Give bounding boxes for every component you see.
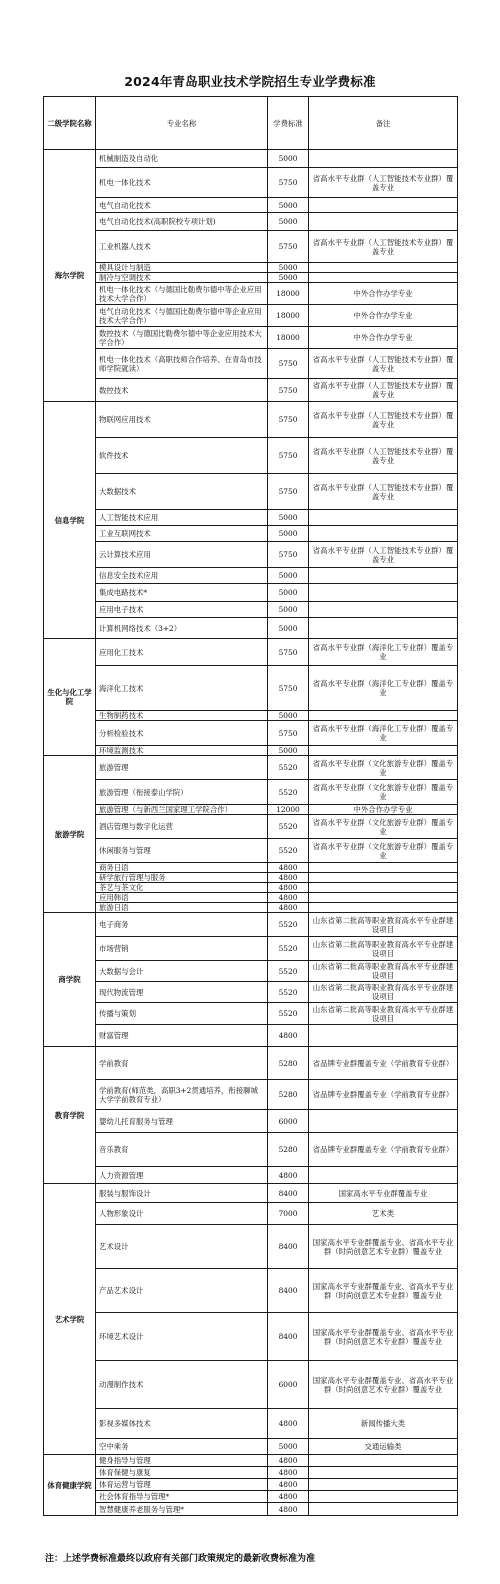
major-cell: 社会体育指导与管理*	[96, 1491, 268, 1503]
fee-cell: 6000	[268, 1361, 309, 1409]
major-cell: 机电一体化技术（高职技师合作培养、在青岛市技师学院就读）	[96, 349, 268, 379]
table-row	[44, 379, 458, 402]
college-name-cell: 信息学院	[44, 402, 96, 639]
note-cell	[309, 893, 458, 903]
major-cell: 音乐教育	[96, 1133, 268, 1167]
table-row	[44, 746, 458, 756]
note-cell	[309, 584, 458, 602]
note-cell	[309, 1167, 458, 1184]
major-cell: 服装与服饰设计	[96, 1184, 268, 1203]
major-cell: 机械制造及自动化	[96, 150, 268, 168]
major-cell: 制冷与空调技术	[96, 273, 268, 283]
note-cell: 中外合作办学专业	[309, 327, 458, 349]
table-row	[44, 602, 458, 618]
major-cell: 海洋化工技术	[96, 666, 268, 711]
fee-cell: 5280	[268, 1133, 309, 1167]
major-cell: 人力资源管理	[96, 1167, 268, 1184]
note-cell: 省高水平专业群（文化旅游专业群）覆盖专业	[309, 839, 458, 863]
table-row	[44, 756, 458, 780]
major-cell: 物联网应用技术	[96, 402, 268, 438]
major-cell: 体育运营与管理	[96, 1479, 268, 1491]
note-cell: 省高水平专业群（海洋化工专业群）覆盖专业	[309, 639, 458, 666]
table-row	[44, 805, 458, 815]
note-cell: 国家高水平专业群覆盖专业	[309, 1184, 458, 1203]
note-cell: 中外合作办学专业	[309, 305, 458, 327]
fee-cell: 18000	[268, 327, 309, 349]
table-row	[44, 903, 458, 913]
table-row	[44, 168, 458, 198]
fee-cell: 5000	[268, 263, 309, 273]
table-row	[44, 639, 458, 666]
table-row	[44, 815, 458, 839]
major-cell: 影视多媒体技术	[96, 1409, 268, 1439]
note-cell: 国家高水平专业群覆盖专业、省高水平专业群（时尚创意艺术专业群）覆盖专业	[309, 1313, 458, 1361]
major-cell: 软件技术	[96, 438, 268, 474]
major-cell: 研学旅行管理与服务	[96, 873, 268, 883]
major-cell: 旅游管理	[96, 756, 268, 780]
major-cell: 产品艺术设计	[96, 1269, 268, 1313]
note-cell	[309, 150, 458, 168]
table-row	[44, 510, 458, 526]
fee-cell: 5520	[268, 756, 309, 780]
fee-cell: 5520	[268, 937, 309, 961]
header-college: 二级学院名称	[44, 97, 96, 150]
note-cell: 省高水平专业群（人工智能技术专业群）覆盖专业	[309, 402, 458, 438]
note-cell	[309, 263, 458, 273]
note-cell	[309, 1467, 458, 1479]
table-row	[44, 150, 458, 168]
table-row	[44, 883, 458, 893]
major-cell: 体育保健与康复	[96, 1467, 268, 1479]
fee-cell: 5000	[268, 1439, 309, 1455]
major-cell: 生物制药技术	[96, 711, 268, 721]
note-cell	[309, 863, 458, 873]
major-cell: 旅游管理（衔接泰山学院）	[96, 780, 268, 805]
fee-cell: 5750	[268, 168, 309, 198]
major-cell: 酒店管理与数字化运营	[96, 815, 268, 839]
fee-cell: 7000	[268, 1203, 309, 1225]
note-cell	[309, 711, 458, 721]
note-cell	[309, 526, 458, 542]
table-row	[44, 198, 458, 213]
table-row	[44, 1439, 458, 1455]
major-cell: 应用化工技术	[96, 639, 268, 666]
fee-cell: 5000	[268, 618, 309, 639]
fee-cell: 5520	[268, 961, 309, 982]
table-row	[44, 1080, 458, 1110]
major-cell: 环境监测技术	[96, 746, 268, 756]
note-cell	[309, 903, 458, 913]
table-row	[44, 542, 458, 568]
table-row	[44, 1025, 458, 1047]
table-row	[44, 1361, 458, 1409]
table-row	[44, 283, 458, 305]
major-cell: 工业机器人技术	[96, 231, 268, 263]
note-cell: 省高水平专业群（人工智能技术专业群）覆盖专业	[309, 438, 458, 474]
table-row	[44, 1491, 458, 1503]
major-cell: 信息安全技术应用	[96, 568, 268, 584]
major-cell: 艺术设计	[96, 1225, 268, 1269]
table-header-row	[44, 97, 458, 150]
header-fee: 学费标准	[268, 97, 309, 150]
note-cell: 新闻传播大类	[309, 1409, 458, 1439]
note-cell: 省高水平专业群（人工智能技术专业群）覆盖专业	[309, 168, 458, 198]
table-row	[44, 263, 458, 273]
table-row	[44, 438, 458, 474]
fee-cell: 5750	[268, 542, 309, 568]
major-cell: 模具设计与制造	[96, 263, 268, 273]
fee-cell: 4800	[268, 863, 309, 873]
major-cell: 电气自动化技术(高职院校专项计划)	[96, 213, 268, 231]
note-cell	[309, 213, 458, 231]
table-row	[44, 305, 458, 327]
table-row	[44, 1503, 458, 1516]
college-name-cell: 艺术学院	[44, 1184, 96, 1455]
table-row	[44, 893, 458, 903]
fee-cell: 5000	[268, 150, 309, 168]
note-cell: 省高水平专业群（海洋化工专业群）覆盖专业	[309, 666, 458, 711]
table-row	[44, 666, 458, 711]
note-cell: 省高水平专业群（文化旅游专业群）覆盖专业	[309, 780, 458, 805]
note-cell	[309, 510, 458, 526]
table-row	[44, 711, 458, 721]
note-cell	[309, 198, 458, 213]
table-row	[44, 780, 458, 805]
major-cell: 环境艺术设计	[96, 1313, 268, 1361]
fee-cell: 4800	[268, 1503, 309, 1516]
major-cell: 云计算技术应用	[96, 542, 268, 568]
note-cell: 省高水平专业群（人工智能技术专业群）覆盖专业	[309, 379, 458, 402]
fee-cell: 18000	[268, 283, 309, 305]
fee-cell: 4800	[268, 1491, 309, 1503]
table-row	[44, 982, 458, 1003]
major-cell: 集成电路技术*	[96, 584, 268, 602]
college-name-cell: 生化与化工学院	[44, 639, 96, 756]
document-title: 2024年青岛职业技术学院招生专业学费标准	[124, 74, 376, 89]
table-row	[44, 1047, 458, 1080]
fee-cell: 5000	[268, 526, 309, 542]
fee-cell: 5750	[268, 438, 309, 474]
major-cell: 数控技术	[96, 379, 268, 402]
college-name-cell: 商学院	[44, 913, 96, 1047]
major-cell: 电气自动化技术	[96, 198, 268, 213]
table-row	[44, 839, 458, 863]
note-cell: 省高水平专业群（人工智能技术专业群）覆盖专业	[309, 542, 458, 568]
table-row	[44, 1203, 458, 1225]
fee-cell: 4800	[268, 1467, 309, 1479]
fee-cell: 4800	[268, 873, 309, 883]
table-row	[44, 937, 458, 961]
table-row	[44, 1455, 458, 1467]
major-cell: 茶艺与茶文化	[96, 883, 268, 893]
note-cell: 中外合作办学专业	[309, 283, 458, 305]
note-cell: 山东省第二批高等职业教育高水平专业群建设项目	[309, 1003, 458, 1025]
table-row	[44, 873, 458, 883]
fee-cell: 5520	[268, 1003, 309, 1025]
fee-cell: 12000	[268, 805, 309, 815]
note-cell	[309, 746, 458, 756]
table-row	[44, 1467, 458, 1479]
major-cell: 市场营销	[96, 937, 268, 961]
header-note: 备注	[309, 97, 458, 150]
fee-cell: 5000	[268, 602, 309, 618]
major-cell: 商务日语	[96, 863, 268, 873]
college-name-cell: 旅游学院	[44, 756, 96, 913]
note-cell	[309, 1479, 458, 1491]
fee-cell: 5000	[268, 568, 309, 584]
table-row	[44, 402, 458, 438]
note-cell: 省品牌专业群覆盖专业（学前教育专业群）	[309, 1133, 458, 1167]
fee-cell: 5000	[268, 273, 309, 283]
note-cell	[309, 273, 458, 283]
major-cell: 健身指导与管理	[96, 1455, 268, 1467]
major-cell: 智慧健康养老服务与管理*	[96, 1503, 268, 1516]
major-cell: 旅游日语	[96, 903, 268, 913]
major-cell: 传播与策划	[96, 1003, 268, 1025]
note-cell	[309, 883, 458, 893]
note-cell: 省高水平专业群（海洋化工专业群）覆盖专业	[309, 721, 458, 746]
major-cell: 休闲服务与管理	[96, 839, 268, 863]
fee-cell: 5750	[268, 402, 309, 438]
major-cell: 人工智能技术应用	[96, 510, 268, 526]
major-cell: 电气自动化技术（与德国比勒费尔德中等企业应用技术大学合作）	[96, 305, 268, 327]
major-cell: 财富管理	[96, 1025, 268, 1047]
table-row	[44, 327, 458, 349]
table-body	[44, 150, 458, 1516]
table-row	[44, 526, 458, 542]
note-cell: 省高水平专业群（人工智能技术专业群）覆盖专业	[309, 349, 458, 379]
fee-cell: 8400	[268, 1225, 309, 1269]
note-cell: 中外合作办学专业	[309, 805, 458, 815]
fee-cell: 4800	[268, 1455, 309, 1467]
table-row	[44, 721, 458, 746]
fee-cell: 5750	[268, 379, 309, 402]
note-cell	[309, 1503, 458, 1516]
major-cell: 工业互联网技术	[96, 526, 268, 542]
table-row	[44, 584, 458, 602]
major-cell: 大数据技术	[96, 474, 268, 510]
major-cell: 机电一体化技术	[96, 168, 268, 198]
note-cell	[309, 1491, 458, 1503]
fee-cell: 5520	[268, 839, 309, 863]
major-cell: 机电一体化技术（与德国比勒费尔德中等企业应用技术大学合作）	[96, 283, 268, 305]
table-row	[44, 1409, 458, 1439]
major-cell: 计算机网络技术（3+2）	[96, 618, 268, 639]
fee-cell: 5000	[268, 746, 309, 756]
fee-cell: 5750	[268, 721, 309, 746]
note-cell: 国家高水平专业群覆盖专业、省高水平专业群（时尚创意艺术专业群）覆盖专业	[309, 1269, 458, 1313]
major-cell: 应用韩语	[96, 893, 268, 903]
major-cell: 大数据与会计	[96, 961, 268, 982]
table-row	[44, 1110, 458, 1133]
major-cell: 婴幼儿托育服务与管理	[96, 1110, 268, 1133]
note-cell: 省高水平专业群（人工智能技术专业群）覆盖专业	[309, 231, 458, 263]
fee-cell: 18000	[268, 305, 309, 327]
fee-cell: 5750	[268, 349, 309, 379]
note-cell	[309, 568, 458, 584]
fee-cell: 5280	[268, 1047, 309, 1080]
fee-cell: 5750	[268, 639, 309, 666]
major-cell: 人物形象设计	[96, 1203, 268, 1225]
table-row	[44, 1225, 458, 1269]
table-row	[44, 913, 458, 937]
fee-cell: 5750	[268, 666, 309, 711]
note-cell: 山东省第二批高等职业教育高水平专业群建设项目	[309, 982, 458, 1003]
fee-cell: 5520	[268, 780, 309, 805]
table-row	[44, 474, 458, 510]
fee-cell: 4800	[268, 883, 309, 893]
major-cell: 数控技术（与德国比勒费尔德中等企业应用技术大学合作）	[96, 327, 268, 349]
table-row	[44, 1167, 458, 1184]
note-cell: 省品牌专业群覆盖专业（学前教育专业群）	[309, 1080, 458, 1110]
fee-cell: 5520	[268, 913, 309, 937]
fee-cell: 8400	[268, 1184, 309, 1203]
fee-cell: 8400	[268, 1313, 309, 1361]
fee-cell: 5750	[268, 474, 309, 510]
table-row	[44, 1003, 458, 1025]
note-cell: 省高水平专业群（文化旅游专业群）覆盖专业	[309, 815, 458, 839]
fee-cell: 4800	[268, 1025, 309, 1047]
table-row	[44, 568, 458, 584]
table-row	[44, 273, 458, 283]
note-cell: 艺术类	[309, 1203, 458, 1225]
fee-cell: 5750	[268, 231, 309, 263]
note-cell: 国家高水平专业群覆盖专业、省高水平专业群（时尚创意艺术专业群）覆盖专业	[309, 1361, 458, 1409]
fee-cell: 4800	[268, 903, 309, 913]
note-cell	[309, 1025, 458, 1047]
fee-cell: 5000	[268, 213, 309, 231]
table-row	[44, 213, 458, 231]
fee-cell: 5000	[268, 711, 309, 721]
table-row	[44, 1133, 458, 1167]
major-cell: 学前教育	[96, 1047, 268, 1080]
fee-cell: 5520	[268, 982, 309, 1003]
fee-cell: 5520	[268, 815, 309, 839]
college-name-cell: 教育学院	[44, 1047, 96, 1184]
note-cell: 交通运输类	[309, 1439, 458, 1455]
note-cell: 山东省第二批高等职业教育高水平专业群建设项目	[309, 913, 458, 937]
fee-cell: 6000	[268, 1110, 309, 1133]
table-row	[44, 1479, 458, 1491]
note-cell: 省高水平专业群（人工智能技术专业群）覆盖专业	[309, 474, 458, 510]
major-cell: 电子商务	[96, 913, 268, 937]
fee-cell: 5000	[268, 198, 309, 213]
note-cell: 省高水平专业群（文化旅游专业群）覆盖专业	[309, 756, 458, 780]
table-row	[44, 961, 458, 982]
note-cell: 山东省第二批高等职业教育高水平专业群建设项目	[309, 937, 458, 961]
note-cell: 山东省第二批高等职业教育高水平专业群建设项目	[309, 961, 458, 982]
header-major: 专业名称	[96, 97, 268, 150]
note-cell: 省品牌专业群覆盖专业（学前教育专业群）	[309, 1047, 458, 1080]
fee-cell: 5000	[268, 510, 309, 526]
major-cell: 旅游管理（与新西兰国家理工学院合作）	[96, 805, 268, 815]
table-row	[44, 1269, 458, 1313]
fee-cell: 4800	[268, 893, 309, 903]
note-cell	[309, 618, 458, 639]
table-row	[44, 1313, 458, 1361]
fee-cell: 4800	[268, 1479, 309, 1491]
note-cell	[309, 1110, 458, 1133]
fee-cell: 5280	[268, 1080, 309, 1110]
table-row	[44, 349, 458, 379]
major-cell: 空中乘务	[96, 1439, 268, 1455]
fee-cell: 5000	[268, 584, 309, 602]
note-cell	[309, 873, 458, 883]
table-row	[44, 231, 458, 263]
note-cell	[309, 602, 458, 618]
major-cell: 分析检验技术	[96, 721, 268, 746]
table-row	[44, 1184, 458, 1203]
note-cell: 国家高水平专业群覆盖专业、省高水平专业群（时尚创意艺术专业群）覆盖专业	[309, 1225, 458, 1269]
fee-cell: 4800	[268, 1409, 309, 1439]
college-name-cell: 体育健康学院	[44, 1455, 96, 1516]
table-row	[44, 618, 458, 639]
tuition-fee-table	[43, 96, 458, 1516]
fee-cell: 4800	[268, 1167, 309, 1184]
major-cell: 现代物流管理	[96, 982, 268, 1003]
college-name-cell: 海尔学院	[44, 150, 96, 402]
fee-cell: 8400	[268, 1269, 309, 1313]
note-cell	[309, 1455, 458, 1467]
major-cell: 动漫制作技术	[96, 1361, 268, 1409]
major-cell: 学前教育(师范类，高职3+2贯通培养，衔接聊城大学学前教育专业）	[96, 1080, 268, 1110]
major-cell: 应用电子技术	[96, 602, 268, 618]
table-row	[44, 863, 458, 873]
footnote: 注：上述学费标准最终以政府有关部门政策规定的最新收费标准为准	[45, 1554, 316, 1564]
